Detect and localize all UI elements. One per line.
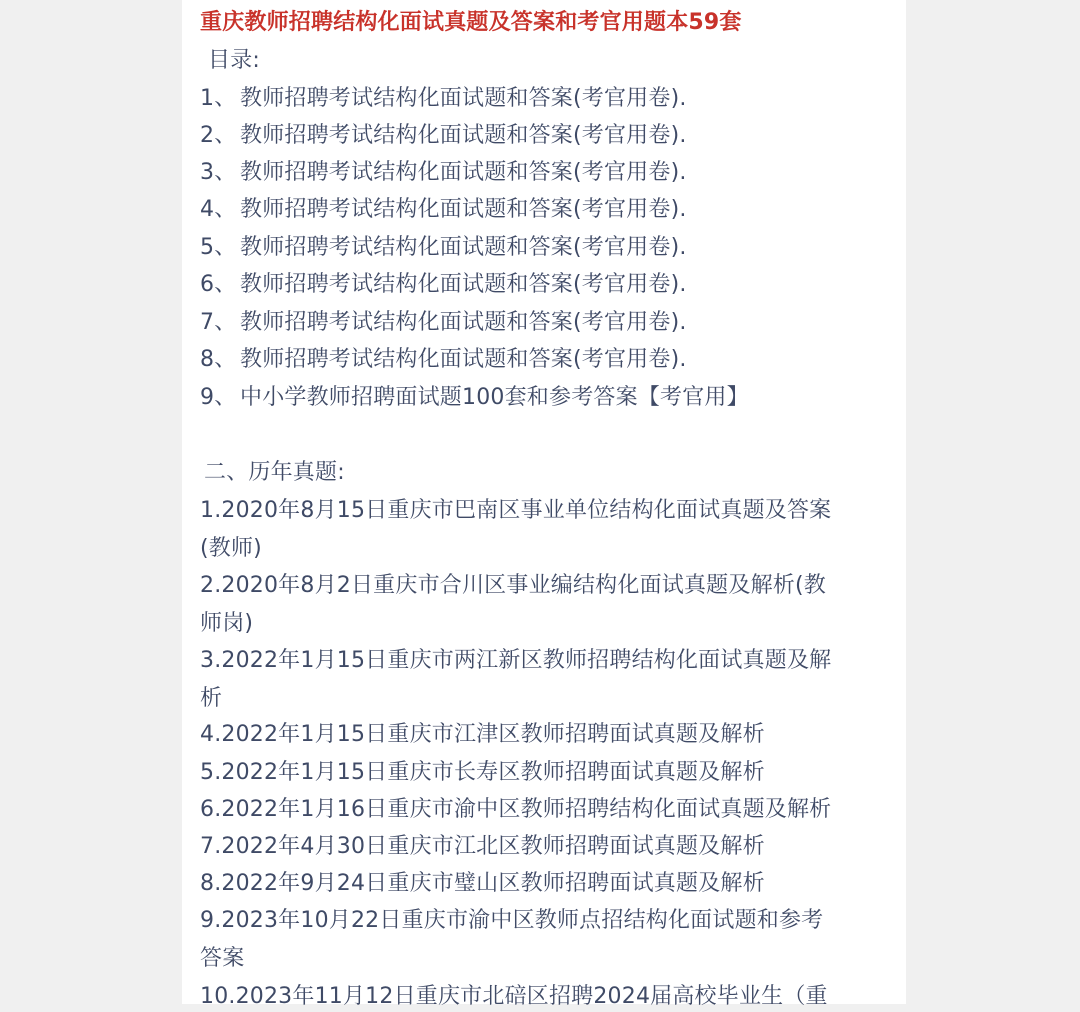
toc-item-number: 4、 — [200, 197, 237, 222]
toc-item — [200, 345, 687, 375]
toc-item-number: 3、 — [200, 160, 237, 185]
toc-item-number: 8、 — [200, 347, 237, 372]
history-line: 9.2023年10月22日重庆市渝中区教师点招结构化面试题和参考 — [200, 908, 824, 933]
history-line: (教师) — [200, 536, 262, 561]
toc-item — [200, 121, 687, 151]
toc-heading: 目录: — [208, 48, 261, 73]
toc-item-text: 教师招聘考试结构化面试题和答案(考官用卷). — [240, 86, 687, 111]
toc-item — [200, 383, 749, 413]
toc-item-text: 教师招聘考试结构化面试题和答案(考官用卷). — [240, 235, 687, 260]
history-line: 答案 — [200, 946, 245, 971]
toc-item-text: 教师招聘考试结构化面试题和答案(考官用卷). — [240, 310, 687, 335]
toc-item-text: 教师招聘考试结构化面试题和答案(考官用卷). — [240, 160, 687, 185]
history-line: 7.2022年4月30日重庆市江北区教师招聘面试真题及解析 — [200, 834, 765, 859]
toc-item — [200, 195, 687, 225]
toc-item-number: 9、 — [200, 385, 237, 410]
toc-item-text: 教师招聘考试结构化面试题和答案(考官用卷). — [240, 347, 687, 372]
history-line: 析 — [200, 686, 223, 711]
history-line: 5.2022年1月15日重庆市长寿区教师招聘面试真题及解析 — [200, 760, 765, 785]
document-title: 重庆教师招聘结构化面试真题及答案和考官用题本59套 — [200, 10, 742, 35]
section-heading: 二、历年真题: — [204, 460, 345, 485]
toc-item-number: 7、 — [200, 310, 237, 335]
history-line: 4.2022年1月15日重庆市江津区教师招聘面试真题及解析 — [200, 722, 765, 747]
toc-item-number: 2、 — [200, 123, 237, 148]
toc-item-text: 中小学教师招聘面试题100套和参考答案【考官用】 — [240, 385, 749, 410]
history-line: 8.2022年9月24日重庆市璧山区教师招聘面试真题及解析 — [200, 871, 765, 896]
history-line: 1.2020年8月15日重庆市巴南区事业单位结构化面试真题及答案 — [200, 498, 832, 523]
toc-item-number: 5、 — [200, 235, 237, 260]
history-line: 2.2020年8月2日重庆市合川区事业编结构化面试真题及解析(教 — [200, 573, 826, 598]
toc-item — [200, 308, 687, 338]
toc-item-text: 教师招聘考试结构化面试题和答案(考官用卷). — [240, 272, 687, 297]
toc-item-text: 教师招聘考试结构化面试题和答案(考官用卷). — [240, 197, 687, 222]
toc-item-text: 教师招聘考试结构化面试题和答案(考官用卷). — [240, 123, 687, 148]
toc-item-number: 6、 — [200, 272, 237, 297]
toc-item — [200, 270, 687, 300]
toc-item — [200, 233, 687, 263]
toc-item — [200, 158, 687, 188]
toc-item-number: 1、 — [200, 86, 237, 111]
history-line: 3.2022年1月15日重庆市两江新区教师招聘结构化面试真题及解 — [200, 648, 832, 673]
history-line: 6.2022年1月16日重庆市渝中区教师招聘结构化面试真题及解析 — [200, 797, 832, 822]
toc-item — [200, 84, 687, 114]
history-line: 10.2023年11月12日重庆市北碚区招聘2024届高校毕业生（重 — [200, 984, 828, 1009]
history-line: 师岗) — [200, 611, 254, 636]
